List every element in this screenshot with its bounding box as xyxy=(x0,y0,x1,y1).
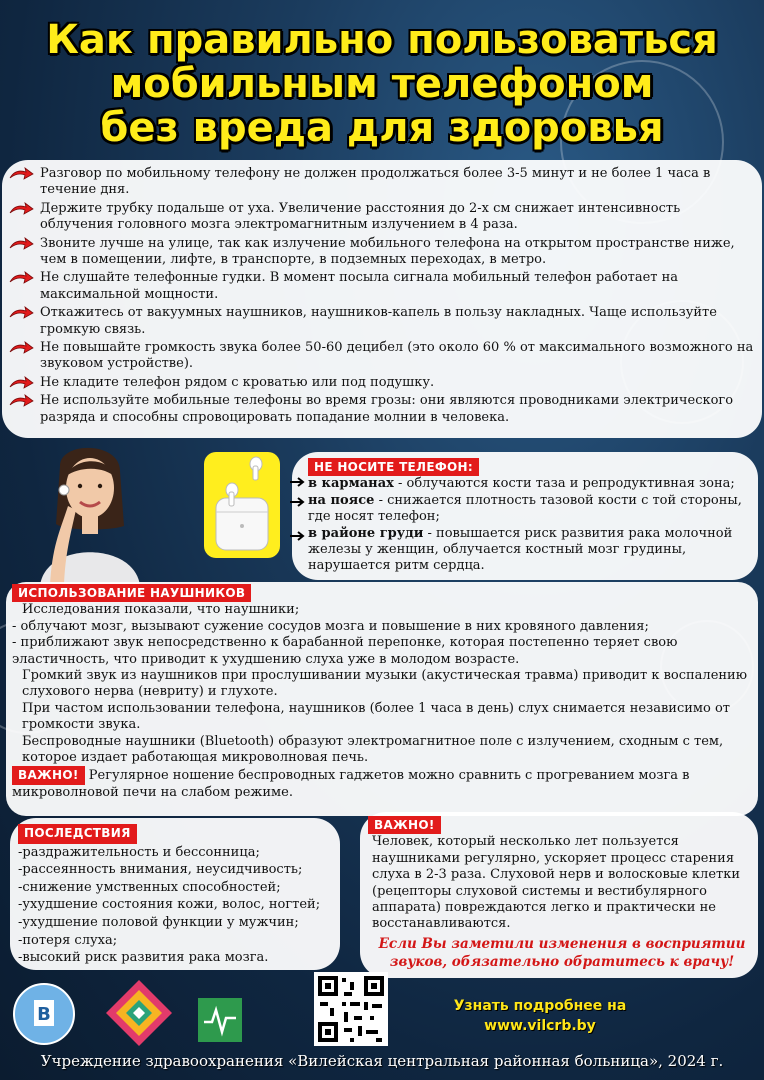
list-item: на поясе - снижается плотность тазовой кости с той стороны, где носят телефон; xyxy=(308,492,742,525)
arrow-right-icon xyxy=(8,306,34,320)
list-item: - приближают звук непосредственно к барабанной перепонке, которая постепенно теряет свою эластичность, что приводит к ухудшению слуха уже в молодом возрасте. xyxy=(12,635,678,667)
tips-list xyxy=(8,166,756,428)
list-item: -ухудшение состояния кожи, волос, ногтей; xyxy=(18,897,321,913)
arrow-right-icon xyxy=(290,476,308,488)
doctor-warning: Если Вы заметили изменения в восприятии звуков, обязательно обратитесь к врачу! xyxy=(378,935,746,970)
arrow-right-icon xyxy=(8,167,34,181)
headphones-section: ИСПОЛЬЗОВАНИЕ НАУШНИКОВ Исследования показали, что наушники; - облучают мозг, вызывают сужение сосудов мозга и повышение в них кровяного давления; - приближают звук непосредственно к барабанной перепонке, которая постепенно теряет свою эластичность, что приводит к ухудшению слуха уже в молодом возрасте. Громкий звук из наушников при прослушивании музыки (акустическая травма) приводит к воспалению слухового нерва (невриту) и глухоте. При частом использовании телефона, наушников (более 1 часа в день) слух снимается независимо от громкости звука. Беспроводные наушники (Bluetooth) образуют электромагнитное поле с излучением, сходным с тем, которое издает работающая микроволновая печь. ВАЖНО! Регулярное ношение беспроводных гаджетов можно сравнить с прогреванием мозга в микроволновой печи на слабом режиме. xyxy=(12,584,752,801)
website-link[interactable]: www.vilcrb.by xyxy=(484,1018,596,1034)
health-program-logo xyxy=(196,996,244,1044)
list-item: -ухудшение половой функции у мужчин; xyxy=(18,914,299,930)
list-item: -раздражительность и бессонница; xyxy=(18,844,260,860)
arrow-right-icon xyxy=(8,237,34,251)
list-item: в районе груди - повышается риск развития рака молочной железы у женщин, облучается костный мозг грудины, нарушается ритм сердца. xyxy=(308,525,733,574)
arrow-right-icon xyxy=(290,496,308,508)
list-item: -высокий риск развития рака мозга. xyxy=(18,950,269,966)
more-info: Узнать подробнее на www.vilcrb.by xyxy=(440,996,640,1036)
hospital-logo xyxy=(12,982,76,1046)
consequences-section xyxy=(18,824,338,967)
earbuds-case-illustration xyxy=(198,446,286,564)
arrow-right-icon xyxy=(8,376,34,390)
list-item: -рассеянность внимания, неусидчивость; xyxy=(18,862,303,878)
list-item: Не используйте мобильные телефоны во время грозы: они являются проводниками электрического разряда и способны спровоцировать попадание молнии в человека. xyxy=(8,393,756,426)
list-item: в карманах - облучаются кости таза и репродуктивная зона; xyxy=(308,476,735,492)
arrow-right-icon xyxy=(8,341,34,355)
list-item: Не слушайте телефонные гудки. В момент посыла сигнала мобильный телефон работает на максимальной мощности. xyxy=(8,270,756,303)
ornament-logo xyxy=(104,978,174,1048)
list-item: Откажитесь от вакуумных наушников, наушников-капель в пользу накладных. Чаще используйте громкую связь. xyxy=(8,305,756,338)
important-note: ВАЖНО! Регулярное ношение беспроводных гаджетов можно сравнить с прогреванием мозга в микроволновой печи на слабом режиме. xyxy=(12,768,690,800)
list-item: Звоните лучше на улице, так как излучение мобильного телефона на открытом пространстве ниже, чем в помещении, лифте, в транспорте, в подземных переходах, в метро. xyxy=(8,236,756,269)
arrow-right-icon xyxy=(8,202,34,216)
woman-with-earbud-illustration xyxy=(20,436,160,586)
list-item: -снижение умственных способностей; xyxy=(18,879,281,895)
list-item: Разговор по мобильному телефону не должен продолжаться более 3-5 минут и не более 1 часа в течение дня. xyxy=(8,166,756,199)
list-item: -потеря слуха; xyxy=(18,932,118,948)
list-item: - облучают мозг, вызывают сужение сосудов мозга и повышение в них кровяного давления; xyxy=(12,618,649,634)
arrow-right-icon xyxy=(290,530,308,542)
list-item: Держите трубку подальше от уха. Увеличение расстояния до 2-х см снижает интенсивность облучения головного мозга электромагнитным излучением в 4 раза. xyxy=(8,201,756,234)
qr-code xyxy=(314,972,388,1046)
section-header: ИСПОЛЬЗОВАНИЕ НАУШНИКОВ xyxy=(12,584,251,602)
list-item: Не кладите телефон рядом с кроватью или под подушку. xyxy=(8,375,756,391)
footer: Учреждение здравоохранения «Вилейская центральная районная больница», 2024 г. xyxy=(40,1052,724,1070)
arrow-right-icon xyxy=(8,394,34,408)
section-header: ВАЖНО! xyxy=(368,816,441,834)
section-header: ПОСЛЕДСТВИЯ xyxy=(18,824,137,844)
list-item: Не повышайте громкость звука более 50-60 децибел (это около 60 % от максимального возможного на звуковом устройстве). xyxy=(8,340,756,373)
page-title: Как правильно пользоваться мобильным телефоном без вреда для здоровья xyxy=(46,17,718,151)
important-section: ВАЖНО! Человек, который несколько лет пользуется наушниками регулярно, ускоряет процесс старения слуха в 2-3 раза. Слуховой нерв и волосковые клетки (рецепторы слуховой системы и вестибулярного аппарата) повреждаются легко и практически не восстанавливаются. Если Вы заметили изменения в восприятии звуков, обязательно обратитесь к врачу! xyxy=(368,816,756,971)
arrow-right-icon xyxy=(8,271,34,285)
no-carry-section xyxy=(308,458,760,575)
svg-text:B: B xyxy=(37,1004,51,1025)
section-header: НЕ НОСИТЕ ТЕЛЕФОН: xyxy=(308,458,479,476)
